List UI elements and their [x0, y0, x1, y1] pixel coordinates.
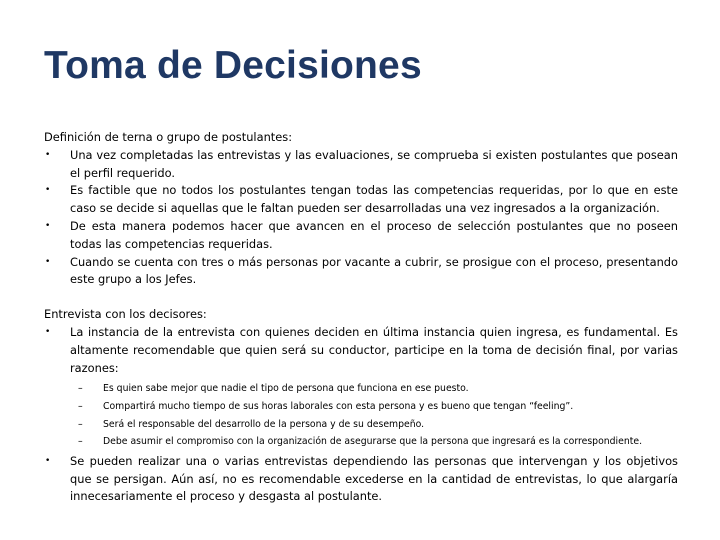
bullet-item: [44, 254, 678, 290]
bullet-text: Se pueden realizar una o varias entrevistas dependiendo las personas que intervengan y los objetivos que se persigan. Aún así, no es recomendable excederse en la cantidad de entrevistas, lo que alargaría innecesariamente el proceso y desgasta al postulante.: [70, 453, 678, 504]
bullet-item: [44, 218, 678, 254]
slide-body: [44, 129, 678, 506]
dash-marker: –: [78, 400, 83, 412]
slide-title: Toma de Decisiones: [44, 44, 422, 87]
bullet-marker: •: [45, 149, 51, 160]
dash-marker: –: [78, 383, 83, 395]
bullet-text: Una vez completadas las entrevistas y las evaluaciones, se comprueba si existen postulantes que posean el perfil requerido.: [70, 147, 678, 180]
bullet-text: De esta manera podemos hacer que avancen en el proceso de selección postulantes que no poseen todas las competencias requeridas.: [70, 218, 678, 251]
bullet-marker: •: [45, 185, 51, 196]
bullet-marker: •: [45, 326, 51, 337]
bullet-item: [44, 453, 678, 506]
sub-item-text: Será el responsable del desarrollo de la persona y de su desempeño.: [103, 418, 425, 430]
sub-item-text: Debe asumir el compromiso con la organización de asegurarse que la persona que ingresará es la correspondiente.: [103, 436, 643, 448]
section-entrevista-list-cont: [44, 453, 678, 506]
bullet-marker: •: [45, 220, 51, 231]
section-entrevista-list: [44, 324, 678, 377]
sub-item: [44, 416, 678, 434]
bullet-text: La instancia de la entrevista con quienes deciden en última instancia quien ingresa, es fundamental. Es altamente recomendable que quien será su conductor, participe en la toma de decisión final, por varias razones:: [70, 324, 678, 375]
bullet-text: Cuando se cuenta con tres o más personas por vacante a cubrir, se prosigue con el proceso, presentando este grupo a los Jefes.: [70, 254, 678, 287]
bullet-item: [44, 182, 678, 218]
section-entrevista-heading: Entrevista con los decisores:: [44, 307, 207, 322]
sub-item: [44, 398, 678, 416]
bullet-marker: •: [45, 455, 51, 466]
section-definicion-list: [44, 147, 678, 289]
bullet-item: [44, 324, 678, 377]
bullet-item: [44, 147, 678, 183]
bullet-text: Es factible que no todos los postulantes tengan todas las competencias requeridas, por lo que en este caso se decide si aquellas que le faltan pueden ser desarrolladas una vez ingresados a la organización.: [70, 183, 678, 216]
sub-item-text: Es quien sabe mejor que nadie el tipo de persona que funciona en ese puesto.: [103, 383, 469, 395]
sub-item-text: Compartirá mucho tiempo de sus horas laborales con esta persona y es bueno que tengan “feeling”.: [103, 400, 574, 412]
section-definicion-heading: Definición de terna o grupo de postulantes:: [44, 130, 293, 144]
bullet-marker: •: [45, 256, 51, 267]
sub-item: [44, 380, 678, 398]
dash-marker: –: [78, 436, 83, 448]
reasons-sublist: [44, 380, 678, 450]
dash-marker: –: [78, 418, 83, 430]
sub-item: [44, 433, 678, 451]
